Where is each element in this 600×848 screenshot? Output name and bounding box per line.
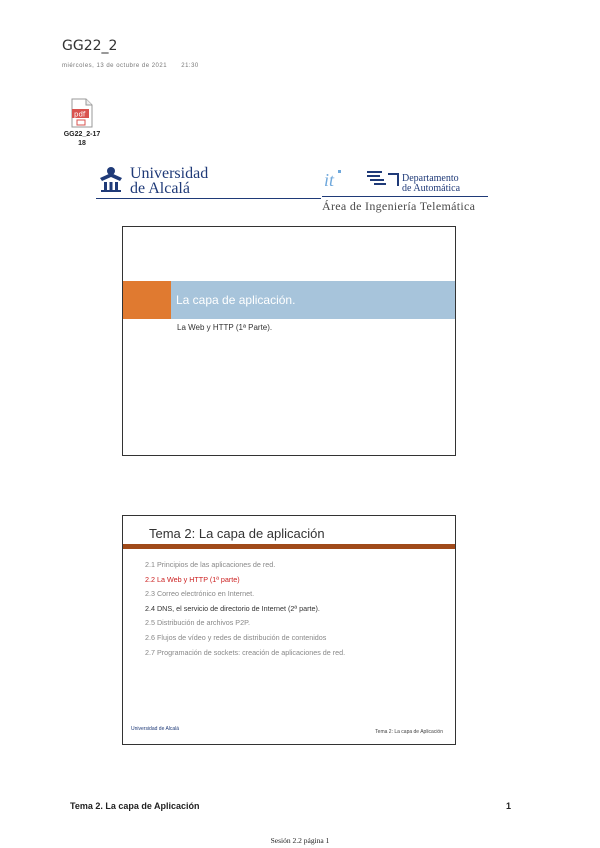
list-item: 2.7 Programación de sockets: creación de aplicaciones de red. (145, 647, 346, 657)
university-emblem-icon (96, 164, 126, 194)
page-number: 1 (506, 801, 512, 811)
page-footer-title: Tema 2. La capa de Aplicación (70, 801, 200, 811)
list-item: 2.3 Correo electrónico en Internet. (145, 589, 255, 599)
department-area: Área de Ingeniería Telemática (322, 199, 476, 213)
slide-subtitle: La Web y HTTP (1ª Parte). (177, 323, 273, 332)
slide-title: La capa de aplicación. (171, 281, 455, 319)
slide-accent-block (123, 281, 171, 319)
slide-title-band (123, 281, 455, 319)
department-logo (322, 164, 488, 214)
list-item-active: 2.2 La Web y HTTP (1ª parte) (145, 574, 240, 584)
slide-topic-list (145, 558, 345, 660)
attachment-name: GG22_2-17 18 (63, 131, 101, 147)
list-item: 2.5 Distribución de archivos P2P. (145, 618, 250, 628)
list-item: 2.6 Flujos de vídeo y redes de distribución de contenidos (145, 632, 327, 642)
university-logo (96, 164, 321, 200)
note-time: 21:30 (181, 63, 199, 69)
pdf-file-icon (69, 98, 95, 128)
pdf-attachment[interactable] (60, 98, 104, 148)
svg-text:pdf: pdf (74, 110, 86, 119)
department-name: Departamento de Automática (402, 173, 461, 194)
department-emblem-icon (322, 164, 402, 194)
slide-footer-logo: Universidad de Alcalá (131, 726, 180, 732)
slide-title-bar (123, 544, 455, 549)
slide-thumbnail-1 (122, 226, 456, 456)
slide-title: Tema 2: La capa de aplicación (149, 526, 325, 541)
slide-thumbnail-2 (122, 515, 456, 745)
session-page-label: Sesión 2.2 página 1 (270, 836, 330, 845)
note-timestamp (62, 63, 199, 69)
note-date: miércoles, 13 de octubre de 2021 (62, 63, 168, 69)
note-title: GG22_2 (62, 38, 118, 54)
list-item: 2.1 Principios de las aplicaciones de red. (145, 560, 276, 569)
university-name: Universidad de Alcalá (130, 165, 209, 197)
svg-text:it: it (324, 170, 335, 190)
slide-footer-text: Tema 2: La capa de Aplicación (375, 729, 443, 735)
list-item: 2.4 DNS, el servicio de directorio de Internet (2ª parte). (145, 603, 320, 613)
